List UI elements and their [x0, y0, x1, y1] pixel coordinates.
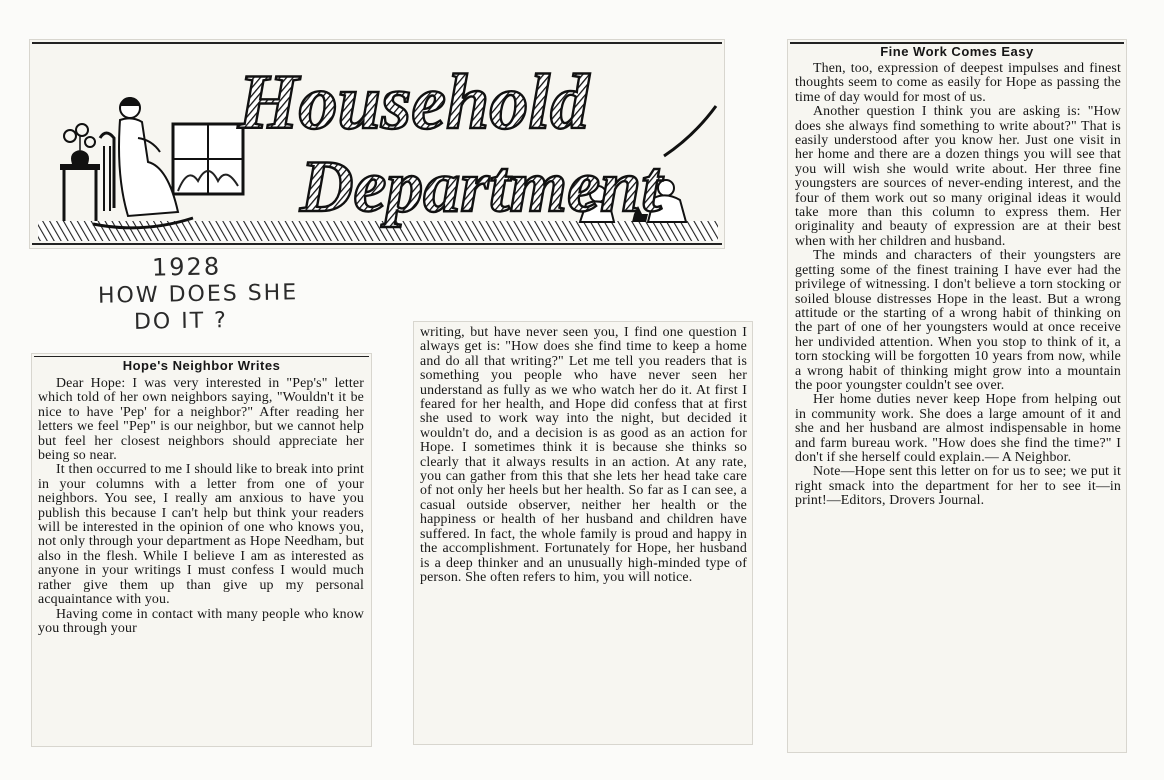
household-department-banner [38, 46, 718, 244]
right-paragraph: Then, too, expression of deepest impulses and finest thoughts seem to come as easily for Hope as passing the time of day would for most of us. [795, 61, 1121, 105]
middle-paragraph: writing, but have never seen you, I find one question I always get is: "How does she find time to keep a home and do all that writing?" Let me tell you readers that is something you people who have never seen her understand as fully as we who watch her do it. At first I feared for her health, and Hope did confess that at first she used to work way into the night, but decided it wouldn't do, and a decision is as good as an action for Hope. I sometimes think it is because she thinks so clearly that it always results in an action. At any rate, you can gather from this that she lets her head take care of not only her heels but her health. So far as I can see, a casual outside observer, neither her health or the happiness or health of her husband and children have suffered. In fact, the whole family is proud and happy in the accomplishment. Fortunately for Hope, her husband is a deep thinker and an unusually high-minded type of person. She often refers to him, you will notice. [420, 325, 747, 585]
left-paragraph: Having come in contact with many people who know you through your [38, 606, 364, 636]
left-column-top-rule [34, 356, 369, 357]
left-paragraph: It then occurred to me I should like to break into print in your columns with a letter from one of your neighbors. You see, I really am anxious to have you publish this because I can't help but think your readers will be interested in the opinion of one who knows you, not only through your department as Hope Needham, but also in the flesh. While I believe I am as interested as anyone in your writings I must confess I would much rather give them up than give up my personal acquaintance with you. [38, 462, 364, 608]
right-paragraph: The minds and characters of their youngsters are getting some of the finest training I have ever had the privilege of witnessing. I don't believe a torn stocking or soiled blouse distresses Hope in the least. But a wrong attitude or the starting of a wrong habit of thinking on the part of one of her youngsters would at once receive her undivided attention. When you stop to think of it, a torn stocking will be forgotten 10 years from now, while a wrong habit of thinking might grow into a mountain the poor youngster couldn't see over. [795, 248, 1121, 393]
middle-article-body [420, 326, 747, 585]
right-paragraph: Another question I think you are asking is: "How does she always find something to write about?" That is easily understood after you know her. Just one visit in her home and there are a dozen things you will see that you will wish she would write about. Her three fine youngsters are sources of never-ending interest, and the four of them work out so many original ideas it would take more than this column to express them. Her originality and beauty of expression are at their best when with her children and husband. [795, 104, 1121, 249]
handwritten-line2: DO IT ? [133, 308, 229, 335]
window-illustration [173, 124, 243, 194]
right-article-body [795, 62, 1121, 509]
right-article-headline: Fine Work Comes Easy [880, 44, 1034, 59]
banner-top-rule [32, 42, 722, 44]
right-paragraph: Note—Hope sent this letter on for us to see; we put it right smack into the department for her to see it—in print!—Editors, Drovers Journal. [795, 464, 1121, 509]
banner-title-line1: Household [238, 58, 590, 145]
flower-table-illustration [60, 124, 100, 221]
right-paragraph: Her home duties never keep Hope from helping out in community work. She does a large amount of it and she and her husband are almost indispensable in home and farm bureau work. "How does she find the time?" I don't if she herself could explain.— A Neighbor. [795, 392, 1121, 465]
left-paragraph: Dear Hope: I was very interested in "Pep's" letter which told of her own neighbors saying, "Wouldn't it be nice to have 'Pep' for a neighbor?" After reading her letters we feel "Pep" is our neighbor, but we cannot help but feel her closest neighbors should appreciate her being so near. [38, 376, 364, 464]
banner-title-line2: Department [300, 146, 662, 228]
left-article-headline: Hope's Neighbor Writes [122, 358, 281, 373]
handwritten-line1: HOW DOES SHE [97, 280, 299, 309]
left-article-body [38, 377, 364, 636]
handwritten-year: 1928 [151, 252, 222, 282]
